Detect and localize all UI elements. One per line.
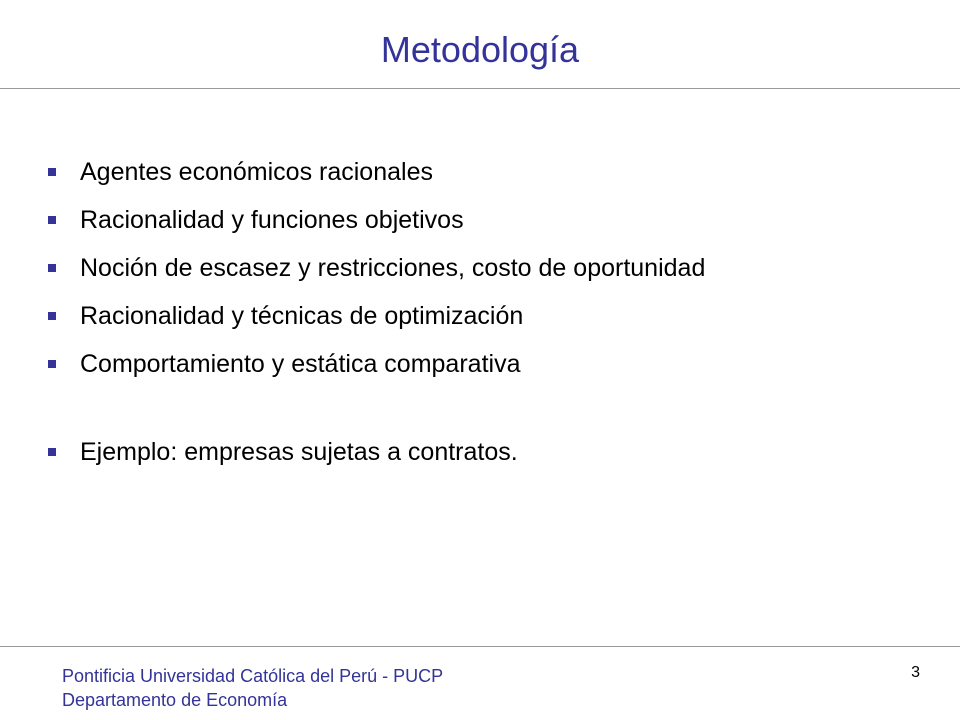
bullet-text: Comportamiento y estática comparativa [80,349,521,378]
square-bullet-icon [48,216,56,224]
bullet-text: Noción de escasez y restricciones, costo de oportunidad [80,253,706,282]
bullet-text: Agentes económicos racionales [80,157,433,186]
footer-department: Departamento de Economía [62,690,288,710]
bullet-item [48,340,928,388]
square-bullet-icon [48,264,56,272]
footer-institution: Pontificia Universidad Católica del Perú - PUCP [62,666,444,686]
bullet-text: Racionalidad y funciones objetivos [80,205,464,234]
bullet-text: Racionalidad y técnicas de optimización [80,301,524,330]
square-bullet-icon [48,168,56,176]
square-bullet-icon [48,360,56,368]
square-bullet-icon [48,312,56,320]
bullet-item [48,292,928,340]
square-bullet-icon [48,448,56,456]
footer-institution-block [62,664,443,712]
page-number: 3 [911,664,920,681]
bullet-text: Ejemplo: empresas sujetas a contratos. [80,437,518,466]
bullet-item [48,244,928,292]
bullet-item [48,148,928,196]
footer-divider [0,646,960,647]
slide-title: Metodología [380,29,580,70]
title-divider [0,88,960,89]
bullet-item [48,196,928,244]
bullet-item [48,428,928,476]
bullet-list [48,148,928,476]
